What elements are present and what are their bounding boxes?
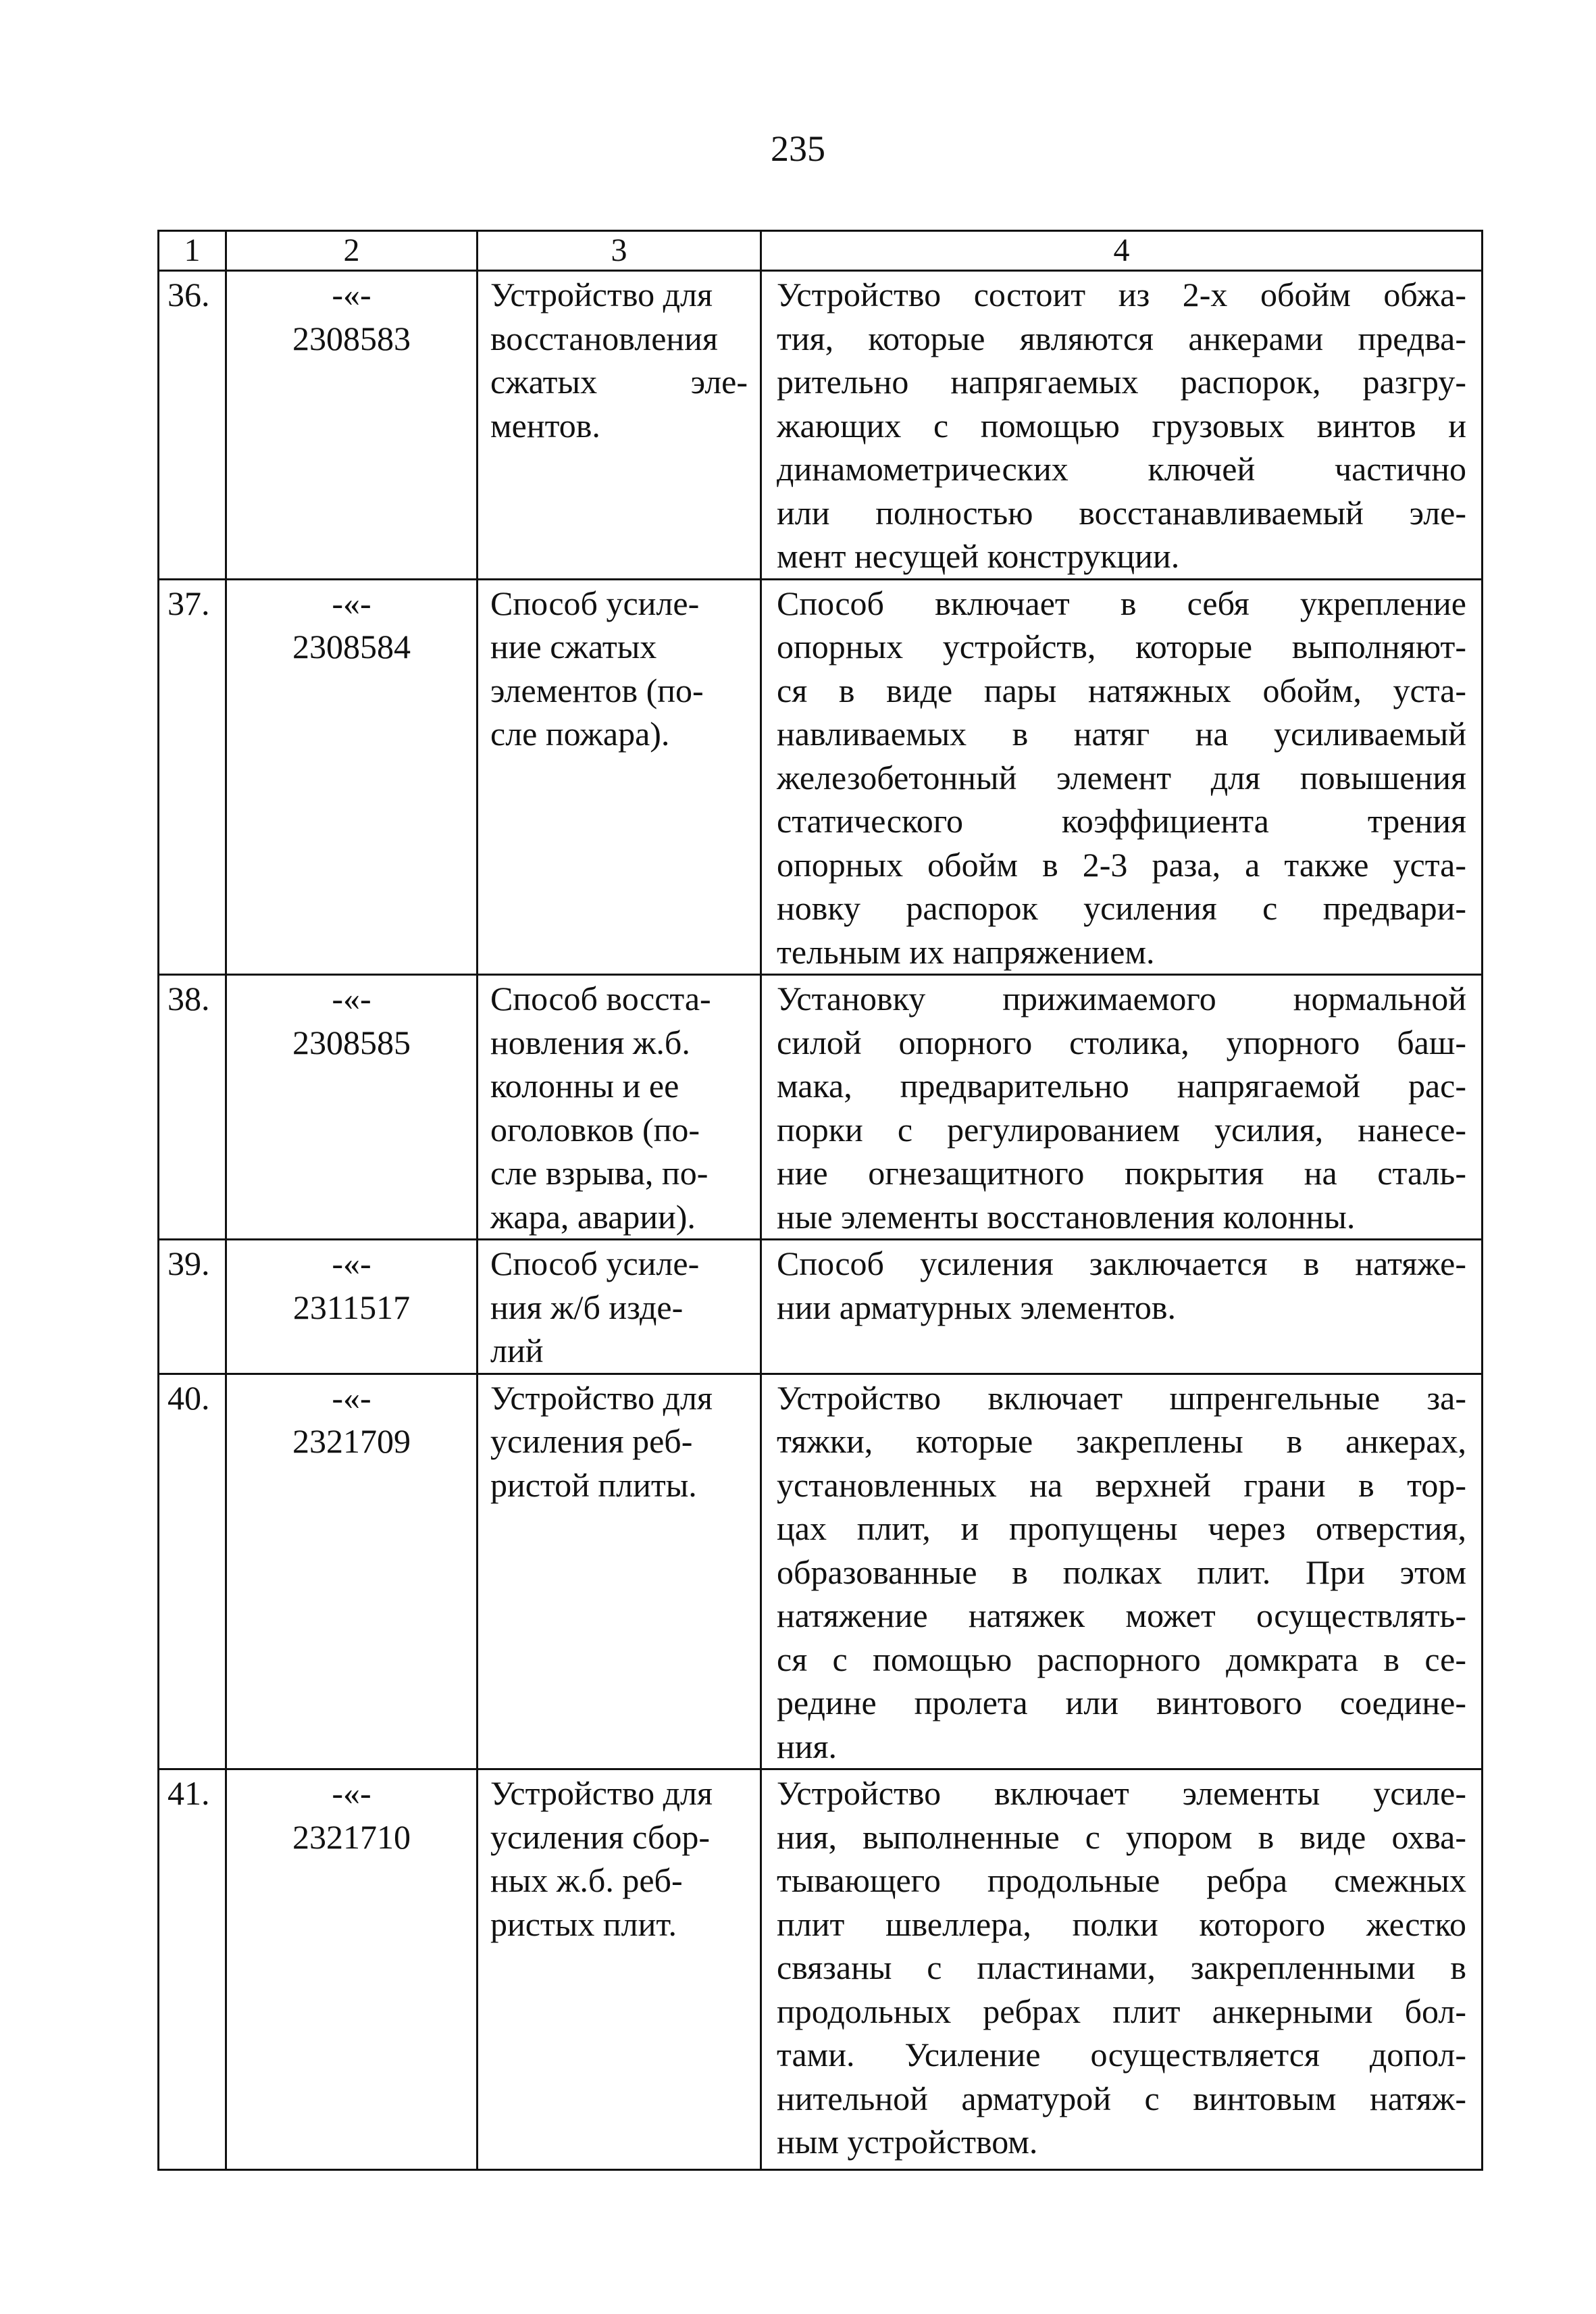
patent-cell xyxy=(226,1374,478,1769)
invention-description xyxy=(761,271,1483,580)
invention-title xyxy=(478,975,761,1240)
title-line: жара, аварии). xyxy=(490,1197,696,1236)
patent-cell xyxy=(226,579,478,975)
row-number: 38. xyxy=(159,975,226,1240)
description-line: редине пролета или винтового соедине- xyxy=(777,1684,1466,1721)
table-row xyxy=(159,1769,1483,2170)
description-line: силой опорного столика, упорного баш- xyxy=(777,1023,1466,1061)
description-line: рительно напрягаемых распорок, разгру- xyxy=(777,363,1466,401)
description-line: образованные в полках плит. При этом xyxy=(777,1553,1466,1591)
invention-description xyxy=(761,975,1483,1240)
description-line: статического коэффициента трения xyxy=(777,802,1466,840)
title-line: Устройство для xyxy=(490,276,713,313)
description-line: или полностью восстанавливаемый эле- xyxy=(777,493,1466,532)
patent-cell xyxy=(226,975,478,1240)
description-line: тельным их напряжением. xyxy=(777,932,1155,971)
description-line: мака, предварительно напрягаемой рас- xyxy=(777,1067,1466,1105)
description-line: установленных на верхней грани в тор- xyxy=(777,1465,1466,1504)
description-line: Устройство состоит из 2-х обойм обжа- xyxy=(777,276,1466,313)
patent-table-container xyxy=(157,230,1481,2171)
ditto-mark: -«- xyxy=(332,1244,371,1282)
patent-cell xyxy=(226,1769,478,2170)
invention-title xyxy=(478,1240,761,1374)
description-line: опорных обойм в 2-3 раза, а также уста- xyxy=(777,845,1466,884)
description-line: тяжки, которые закреплены в анкерах, xyxy=(777,1422,1466,1460)
title-line: Способ усиле- xyxy=(490,584,700,622)
invention-title xyxy=(478,1769,761,2170)
page-number: 235 xyxy=(771,128,825,169)
description-line: тами. Усиление осуществляется допол- xyxy=(777,2036,1466,2073)
description-line: цах плит, и пропущены через отверстия, xyxy=(777,1509,1466,1547)
table-row xyxy=(159,271,1483,580)
ditto-mark: -«- xyxy=(332,980,371,1017)
row-number: 37. xyxy=(159,579,226,975)
description-line: натяжение натяжек может осуществлять- xyxy=(777,1596,1466,1634)
title-line: ния ж/б изде- xyxy=(490,1288,684,1326)
description-line: навливаемых в натяг на усиливаемый xyxy=(777,715,1466,753)
description-line: ные элементы восстановления колонны. xyxy=(777,1197,1356,1236)
table-row xyxy=(159,579,1483,975)
title-line: сжатых эле- xyxy=(490,363,748,401)
description-line: новку распорок усиления с предвари- xyxy=(777,889,1466,927)
description-line: порки с регулированием усилия, нанесе- xyxy=(777,1110,1466,1149)
patent-cell xyxy=(226,1240,478,1374)
header-col-3: 3 xyxy=(478,231,761,271)
description-line: нительной арматурой с винтовым натяж- xyxy=(777,2079,1466,2117)
row-number: 39. xyxy=(159,1240,226,1374)
title-line: лий xyxy=(490,1332,544,1369)
header-col-2: 2 xyxy=(226,231,478,271)
patent-table xyxy=(157,230,1483,2171)
description-line: опорных устройств, которые выполняют- xyxy=(777,628,1466,665)
title-line: сле взрыва, по- xyxy=(490,1154,709,1192)
title-line: колонны и ее xyxy=(490,1067,679,1105)
description-line: Способ включает в себя укрепление xyxy=(777,584,1466,622)
description-line: тывающего продольные ребра смежных xyxy=(777,1861,1466,1899)
patent-number: 2321710 xyxy=(292,1817,411,1856)
ditto-mark: -«- xyxy=(332,1378,371,1417)
ditto-mark: -«- xyxy=(332,276,371,313)
invention-title xyxy=(478,1374,761,1769)
row-number: 41. xyxy=(159,1769,226,2170)
description-line: мент несущей конструкции. xyxy=(777,537,1180,575)
invention-title xyxy=(478,271,761,580)
header-col-1: 1 xyxy=(159,231,226,271)
row-number: 36. xyxy=(159,271,226,580)
title-line: элементов (по- xyxy=(490,671,704,709)
ditto-mark: -«- xyxy=(332,1774,371,1812)
invention-description xyxy=(761,1374,1483,1769)
title-line: сле пожара). xyxy=(490,715,670,753)
patent-number: 2308584 xyxy=(292,628,411,665)
patent-number: 2321709 xyxy=(292,1422,411,1460)
title-line: ристых плит. xyxy=(490,1905,677,1943)
invention-title xyxy=(478,579,761,975)
invention-description xyxy=(761,1769,1483,2170)
description-line: нии арматурных элементов. xyxy=(777,1288,1177,1326)
title-line: оголовков (по- xyxy=(490,1110,700,1149)
title-line: Способ усиле- xyxy=(490,1244,700,1282)
description-line: динамометрических ключей частично xyxy=(777,450,1466,488)
title-line: ментов. xyxy=(490,406,600,445)
invention-description xyxy=(761,579,1483,975)
invention-description xyxy=(761,1240,1483,1374)
description-line: связаны с пластинами, закрепленными в xyxy=(777,1948,1466,1986)
table-row xyxy=(159,1240,1483,1374)
title-line: восстановления xyxy=(490,319,718,357)
description-line: Устройство включает шпренгельные за- xyxy=(777,1378,1466,1417)
title-line: усиления реб- xyxy=(490,1422,693,1460)
title-line: усиления сбор- xyxy=(490,1817,710,1856)
description-line: Установку прижимаемого нормальной xyxy=(777,980,1466,1017)
header-row xyxy=(159,231,1483,271)
description-line: железобетонный элемент для повышения xyxy=(777,758,1466,797)
description-line: ния, выполненные с упором в виде охва- xyxy=(777,1817,1466,1856)
description-line: ся в виде пары натяжных обойм, уста- xyxy=(777,671,1466,709)
description-line: тия, которые являются анкерами предва- xyxy=(777,319,1466,357)
row-number: 40. xyxy=(159,1374,226,1769)
description-line: продольных ребрах плит анкерными бол- xyxy=(777,1992,1466,2030)
patent-cell xyxy=(226,271,478,580)
title-line: ных ж.б. реб- xyxy=(490,1861,683,1899)
title-line: новления ж.б. xyxy=(490,1023,690,1061)
description-line: жающих с помощью грузовых винтов и xyxy=(777,406,1466,445)
title-line: Устройство для xyxy=(490,1774,713,1812)
title-line: Способ восста- xyxy=(490,980,711,1017)
description-line: Устройство включает элементы усиле- xyxy=(777,1774,1466,1812)
description-line: ния. xyxy=(777,1727,838,1765)
description-line: Способ усиления заключается в натяже- xyxy=(777,1244,1466,1282)
description-line: ным устройством. xyxy=(777,2123,1038,2161)
description-line: ся с помощью распорного домкрата в се- xyxy=(777,1640,1466,1678)
patent-number: 2308583 xyxy=(292,319,411,357)
table-row xyxy=(159,975,1483,1240)
title-line: ние сжатых xyxy=(490,628,657,665)
title-line: ристой плиты. xyxy=(490,1465,697,1504)
patent-number: 2308585 xyxy=(292,1023,411,1061)
header-col-4: 4 xyxy=(761,231,1483,271)
patent-number: 2311517 xyxy=(292,1288,411,1326)
description-line: плит швеллера, полки которого жестко xyxy=(777,1905,1466,1943)
title-line: Устройство для xyxy=(490,1378,713,1417)
table-row xyxy=(159,1374,1483,1769)
description-line: ние огнезащитного покрытия на сталь- xyxy=(777,1154,1466,1192)
ditto-mark: -«- xyxy=(332,584,371,622)
